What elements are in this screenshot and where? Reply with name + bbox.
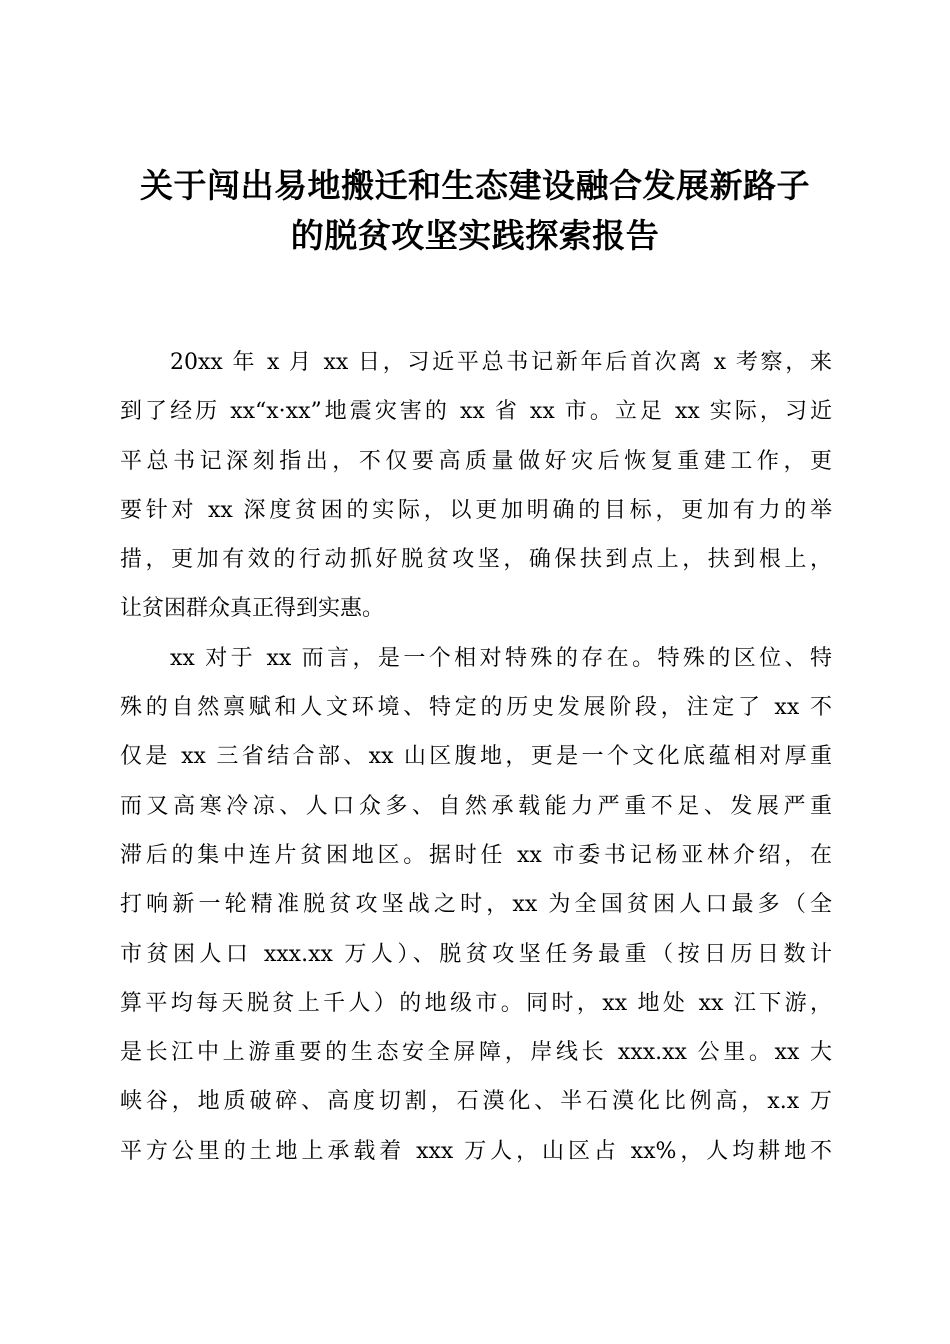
text-line: 殊的自然禀赋和人文环境、特定的历史发展阶段，注定了 xx 不 [120, 695, 832, 721]
document-title-line-1: 关于闯出易地搬迁和生态建设融合发展新路子 [140, 166, 810, 205]
text-line: 滞后的集中连片贫困地区。据时任 xx 市委书记杨亚林介绍，在 [120, 842, 832, 868]
text-line: 让贫困群众真正得到实惠。 [120, 596, 385, 622]
document-title-line-2: 的脱贫攻坚实践探索报告 [290, 216, 660, 255]
text-line: 算平均每天脱贫上千人）的地级市。同时，xx 地处 xx 江下游， [120, 990, 832, 1016]
text-line: xx 对于 xx 而言，是一个相对特殊的存在。特殊的区位、特 [170, 645, 832, 671]
paragraph-2 [120, 634, 832, 1176]
paragraph-1 [120, 338, 832, 634]
text-line: 是长江中上游重要的生态安全屏障，岸线长 xxx.xx 公里。xx 大 [120, 1040, 832, 1066]
text-line: 措，更加有效的行动抓好脱贫攻坚，确保扶到点上，扶到根上， [120, 547, 832, 573]
text-line: 而又高寒冷凉、人口众多、自然承载能力严重不足、发展严重 [120, 793, 832, 819]
text-line: 到了经历 xx“x·xx”地震灾害的 xx 省 xx 市。立足 xx 实际，习近 [120, 399, 832, 425]
text-line: 平总书记深刻指出，不仅要高质量做好灾后恢复重建工作，更 [120, 448, 832, 474]
text-line: 市贫困人口 xxx.xx 万人）、脱贫攻坚任务最重（按日历日数计 [120, 941, 832, 967]
text-line: 20xx 年 x 月 xx 日，习近平总书记新年后首次离 x 考察，来 [170, 350, 832, 375]
text-line: 打响新一轮精准脱贫攻坚战之时，xx 为全国贫困人口最多（全 [120, 892, 832, 918]
text-line: 平方公里的土地上承载着 xxx 万人，山区占 xx%，人均耕地不 [120, 1138, 832, 1164]
text-line: 要针对 xx 深度贫困的实际，以更加明确的目标，更加有力的举 [120, 497, 832, 523]
text-line: 峡谷，地质破碎、高度切割，石漠化、半石漠化比例高，x.x 万 [120, 1089, 832, 1115]
document-body [120, 338, 832, 1176]
text-line: 仅是 xx 三省结合部、xx 山区腹地，更是一个文化底蕴相对厚重 [120, 744, 832, 770]
